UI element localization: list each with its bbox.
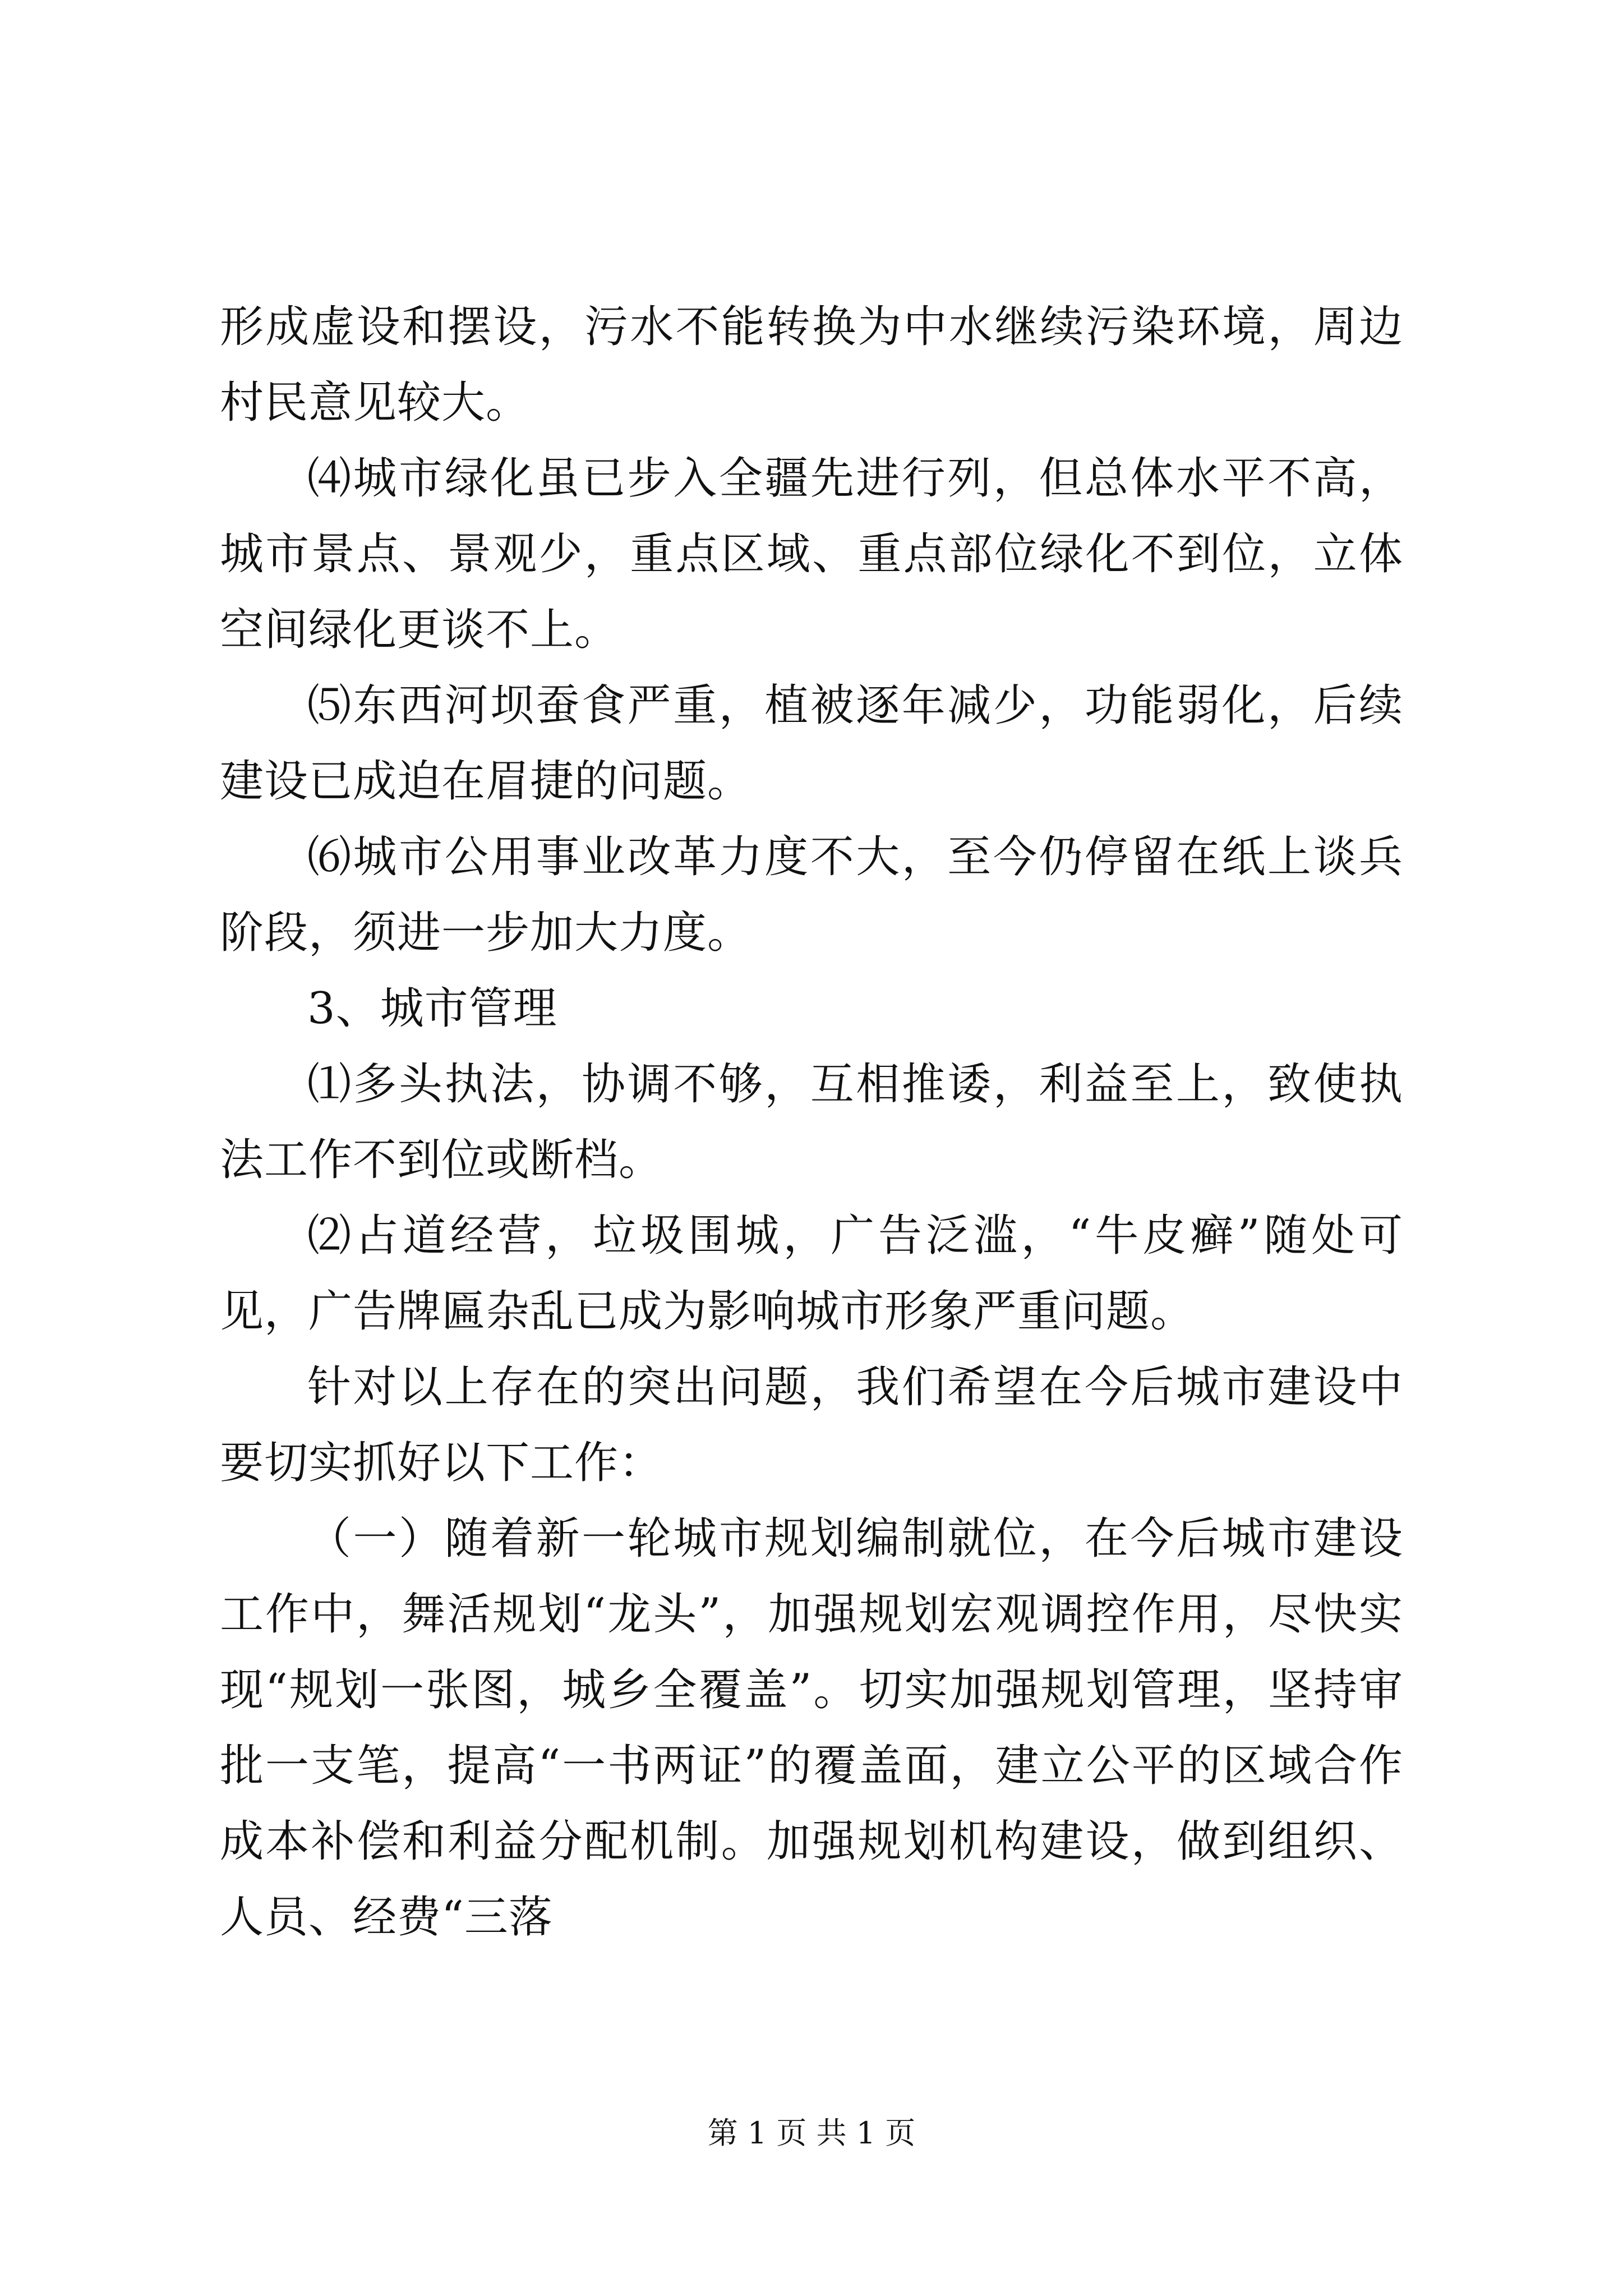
page-number-label: 第 1 页 共 1 页 <box>707 2115 916 2151</box>
paragraph-8: （一）随着新一轮城市规划编制就位，在今后城市建设工作中，舞活规划“龙头”，加强规划宏观调控作用，尽快实现“规划一张图，城乡全覆盖”。切实加强规划管理，坚持审批一支笔，提高“一书两证”的覆盖面，建立公平的区域合作成本补偿和利益分配机制。加强规划机构建设，做到组织、人员、经费“三落 <box>220 1513 1403 1943</box>
paragraph-3: ⑸东西河坝蚕食严重，植被逐年减少，功能弱化，后续建设已成迫在眉捷的问题。 <box>220 680 1403 807</box>
document-body <box>220 289 1403 1955</box>
paragraph-1: 形成虚设和摆设，污水不能转换为中水继续污染环境，周边村民意见较大。 <box>220 302 1403 428</box>
section-heading: 3、城市管理 <box>307 983 557 1034</box>
paragraph-7: 针对以上存在的突出问题，我们希望在今后城市建设中要切实抓好以下工作： <box>220 1362 1403 1488</box>
paragraph-2: ⑷城市绿化虽已步入全疆先进行列，但总体水平不高，城市景点、景观少，重点区域、重点部位绿化不到位，立体空间绿化更谈不上。 <box>220 453 1403 655</box>
paragraph-6: ⑵占道经营，垃圾围城，广告泛滥，“牛皮癣”随处可见，广告牌匾杂乱已成为影响城市形象严重问题。 <box>220 1211 1403 1337</box>
page-footer <box>0 2114 1623 2153</box>
paragraph-4: ⑹城市公用事业改革力度不大，至今仍停留在纸上谈兵阶段，须进一步加大力度。 <box>220 832 1403 958</box>
paragraph-5: ⑴多头执法，协调不够，互相推诿，利益至上，致使执法工作不到位或断档。 <box>220 1059 1403 1185</box>
